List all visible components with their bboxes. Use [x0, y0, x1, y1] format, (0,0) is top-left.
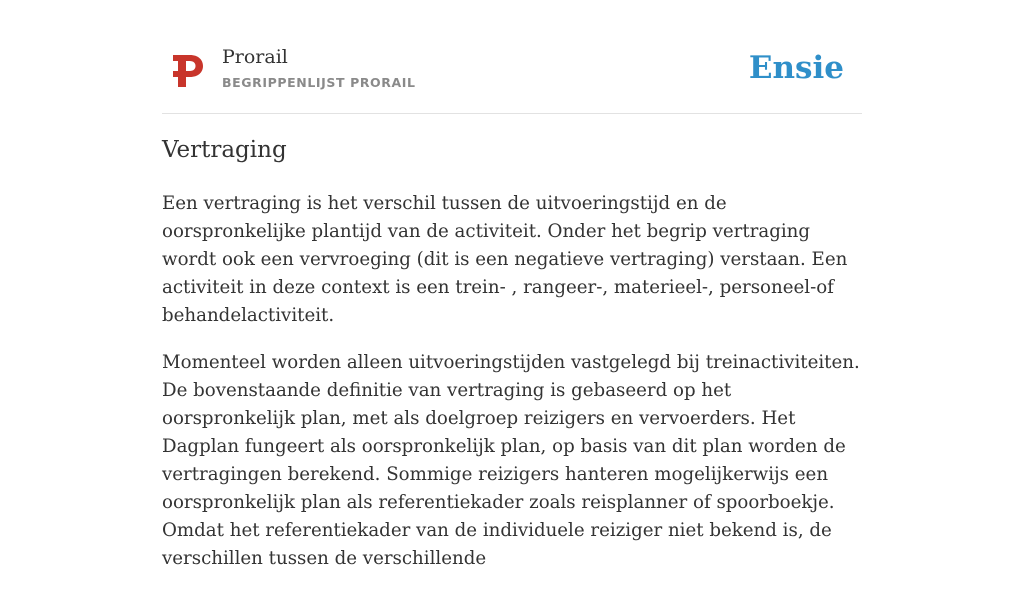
definition-paragraph: Momenteel worden alleen uitvoeringstijden vastgelegd bij treinactiviteiten. De bovenstaande definitie van vertraging is gebaseerd op het oorspronkelijk plan, met als doelgroep reizigers en vervoerders. Het Dagplan fungeert als oorspronkelijk plan, op basis van dit plan worden de vertragingen berekend. Sommige reizigers hanteren mogelijkerwijs een oorspronkelijk plan als referentiekader zoals reisplanner of spoorboekje. Omdat het referentiekader van de individuele reiziger niet bekend is, de verschillen tussen de verschillende — [162, 352, 860, 569]
definition-body — [162, 190, 864, 592]
ensie-brand-link[interactable]: Ensie — [748, 50, 844, 86]
source-name[interactable]: Prorail — [222, 46, 288, 68]
definition-paragraph: Een vertraging is het verschil tussen de uitvoeringstijd en de oorspronkelijke plantijd van de activiteit. Onder het begrip vertraging wordt ook een vervroeging (dit is een negatieve vertraging) verstaan. Een activiteit in deze context is een trein- , rangeer-, materieel-, personeel-of behandelactiviteit. — [162, 193, 848, 326]
term-title: Vertraging — [162, 137, 287, 163]
prorail-logo-icon[interactable] — [170, 53, 204, 89]
source-subtitle[interactable]: BEGRIPPENLIJST PRORAIL — [222, 75, 416, 90]
header — [162, 40, 862, 114]
